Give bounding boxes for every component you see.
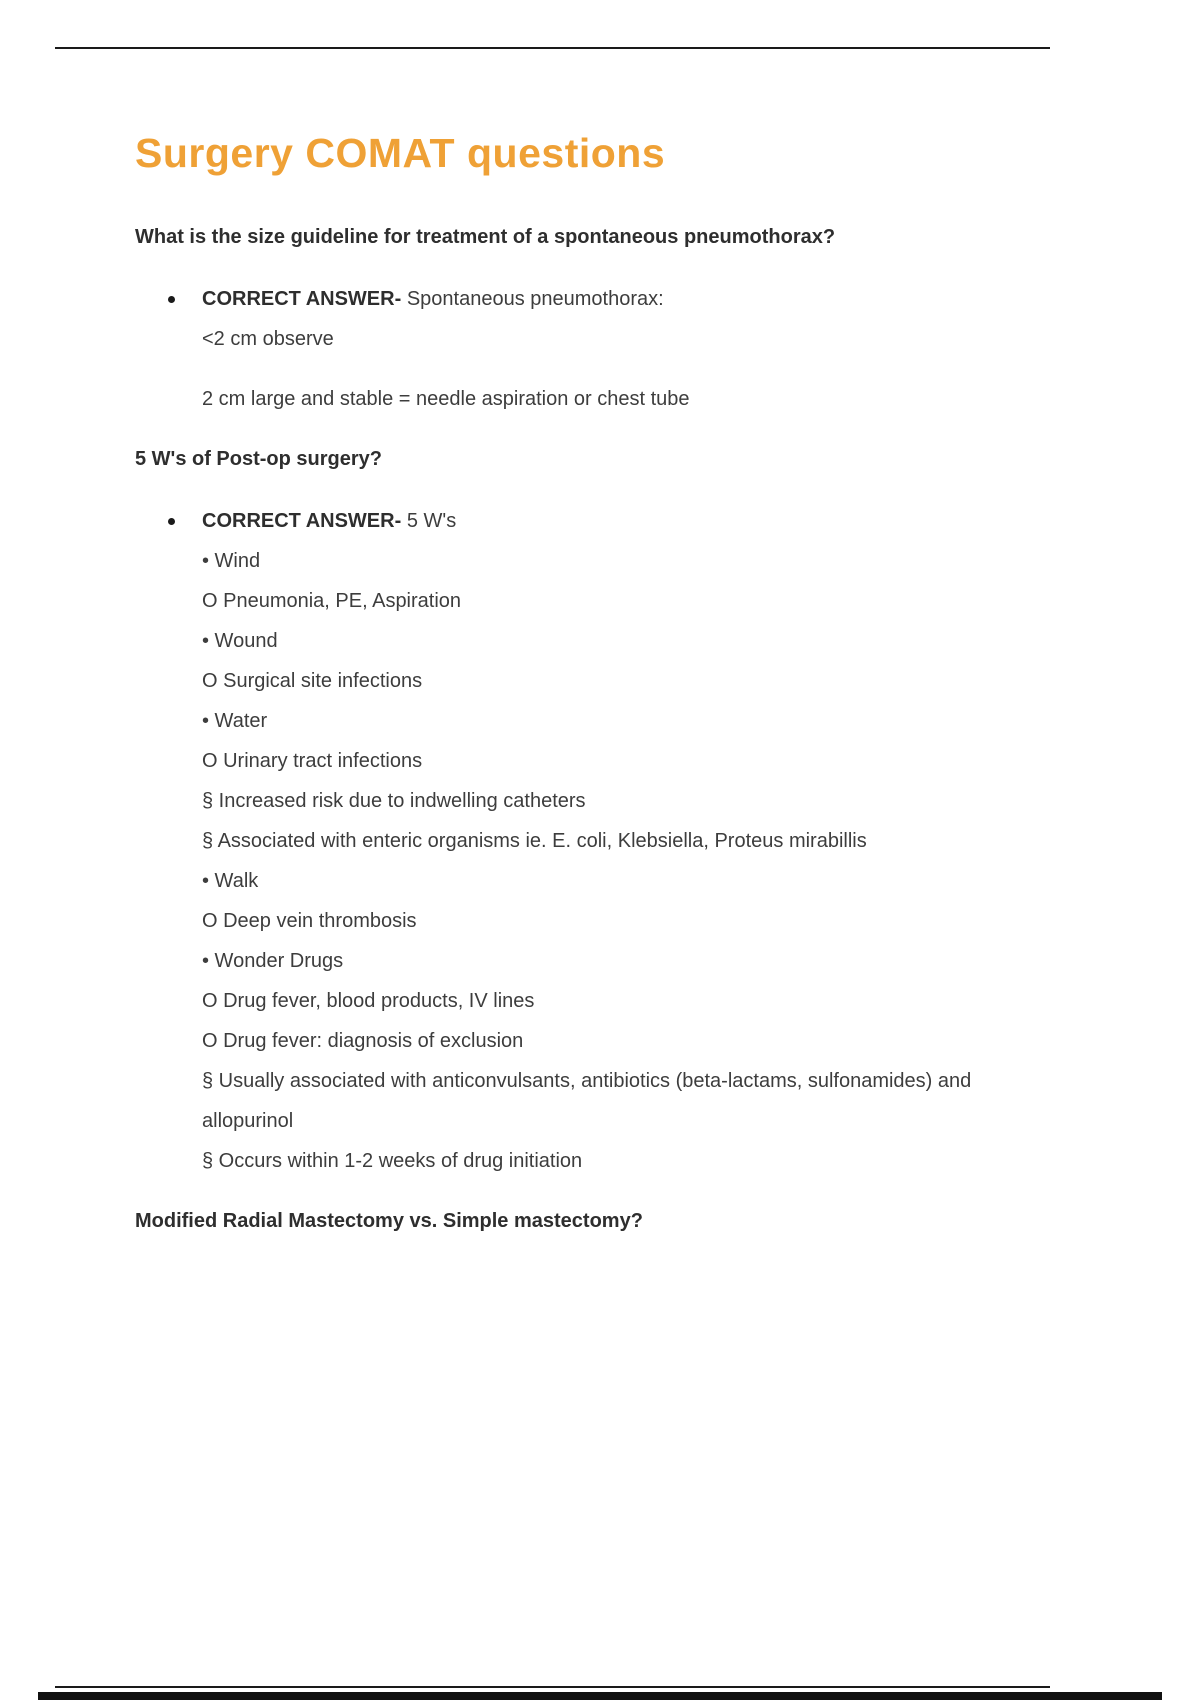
question-pneumothorax: What is the size guideline for treatment of a spontaneous pneumothorax? xyxy=(135,226,836,248)
answer-line: § Occurs within 1-2 weeks of drug initiation xyxy=(202,1150,583,1172)
answer-line: • Wind xyxy=(202,550,261,572)
answer-line: <2 cm observe xyxy=(202,328,334,350)
answer-first-line xyxy=(202,279,664,319)
answer-line: O Pneumonia, PE, Aspiration xyxy=(202,590,462,612)
answer-line: O Drug fever, blood products, IV lines xyxy=(202,990,535,1012)
answer-body xyxy=(202,279,664,359)
question-mastectomy: Modified Radial Mastectomy vs. Simple mastectomy? xyxy=(135,1210,643,1232)
answer-line: • Wound xyxy=(202,630,278,652)
correct-answer-label: CORRECT ANSWER- xyxy=(202,510,402,532)
answer-lead: 5 W's xyxy=(406,510,457,532)
page-bottom-bar xyxy=(38,1692,1162,1700)
correct-answer-label: CORRECT ANSWER- xyxy=(202,288,402,310)
question-5ws: 5 W's of Post-op surgery? xyxy=(135,448,383,470)
answer-paragraph: 2 cm large and stable = needle aspiration or chest tube xyxy=(202,388,690,410)
answer-line: • Walk xyxy=(202,870,259,892)
answer-line: § Increased risk due to indwelling catheters xyxy=(202,790,586,812)
answer-line: • Wonder Drugs xyxy=(202,950,344,972)
document-content xyxy=(0,49,1200,1241)
answer-line: O Surgical site infections xyxy=(202,670,423,692)
answer-first-line xyxy=(202,501,1017,541)
answer-lead: Spontaneous pneumothorax: xyxy=(406,288,664,310)
answer-line: O Deep vein thrombosis xyxy=(202,910,417,932)
answer-5ws xyxy=(135,501,1065,1181)
answer-line: § Usually associated with anticonvulsants, antibiotics (beta-lactams, sulfonamides) and allopurinol xyxy=(202,1070,972,1132)
page-title: Surgery COMAT questions xyxy=(135,130,666,176)
answer-line: § Associated with enteric organisms ie. E. coli, Klebsiella, Proteus mirabillis xyxy=(202,830,867,852)
answer-pneumothorax xyxy=(135,279,1065,359)
answer-line: O Urinary tract infections xyxy=(202,750,423,772)
answer-body xyxy=(202,501,1017,1181)
answer-line: • Water xyxy=(202,710,268,732)
bullet-icon xyxy=(168,296,175,303)
bullet-icon xyxy=(168,518,175,525)
answer-line: O Drug fever: diagnosis of exclusion xyxy=(202,1030,524,1052)
footer-rule xyxy=(55,1686,1050,1688)
